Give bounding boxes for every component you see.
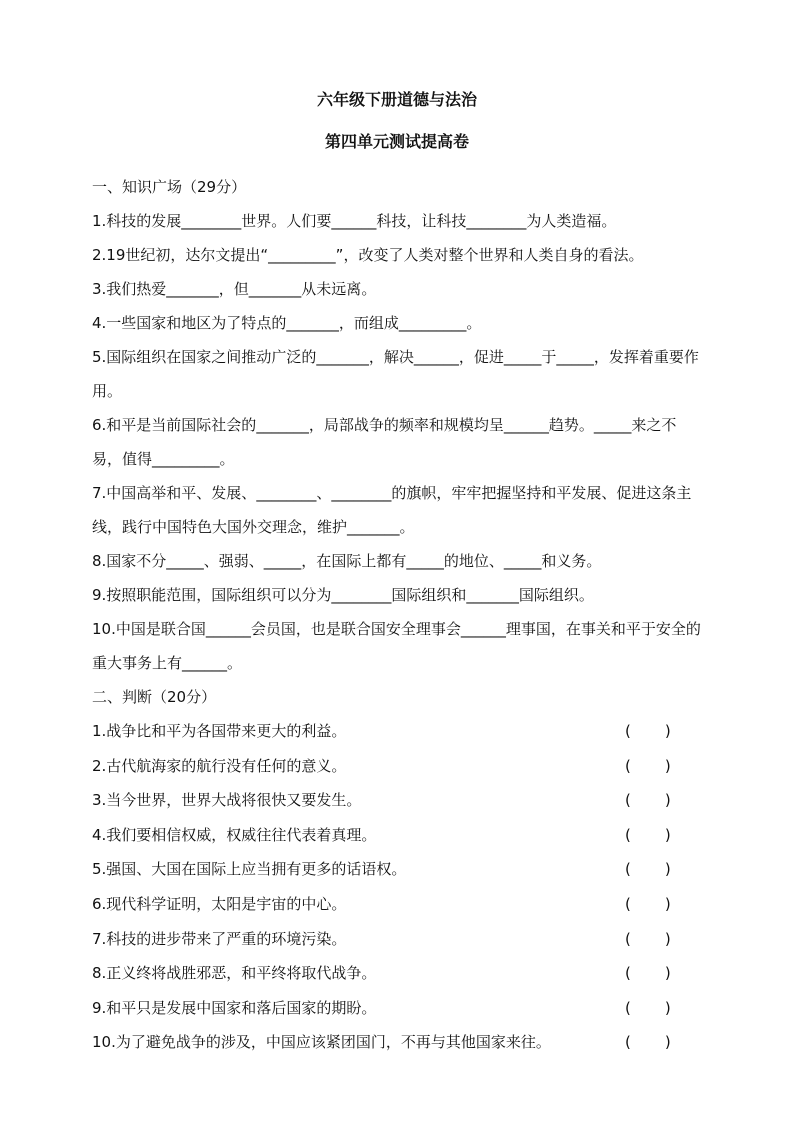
- answer-parentheses[interactable]: ( ): [625, 722, 671, 740]
- section-heading-knowledge: 一、知识广场（29分）: [92, 178, 247, 196]
- judgement-text: 5.强国、大国在国际上应当拥有更多的话语权。: [92, 860, 407, 879]
- section-heading-judgement: 二、判断（20分）: [92, 688, 217, 706]
- judgement-question: [92, 1025, 704, 1060]
- judgement-text: 7.科技的进步带来了严重的环境污染。: [92, 929, 347, 948]
- judgement-question: [92, 991, 704, 1026]
- fill-question: 8.国家不分_____、强弱、_____，在国际上都有_____的地位、_____和义务。: [92, 552, 602, 570]
- answer-parentheses[interactable]: ( ): [625, 998, 671, 1017]
- exam-content: [92, 170, 704, 1060]
- judgement-question: [92, 887, 704, 922]
- fill-question: 1.科技的发展________世界。人们要______科技，让科技________为人类造福。: [92, 212, 617, 230]
- judgement-text: 10.为了避免战争的涉及，中国应该紧团国门，不再与其他国家来往。: [92, 1033, 551, 1052]
- judgement-text: 8.正义终将战胜邪恶，和平终将取代战争。: [92, 964, 377, 983]
- answer-parentheses[interactable]: ( ): [625, 929, 671, 948]
- judgement-text: 3.当今世界，世界大战将很快又要发生。: [92, 791, 362, 810]
- page-subtitle: 第四单元测试提高卷: [324, 132, 469, 151]
- answer-parentheses[interactable]: ( ): [625, 964, 671, 983]
- judgement-question: [92, 783, 704, 818]
- answer-parentheses[interactable]: ( ): [625, 825, 671, 844]
- judgement-text: 2.古代航海家的航行没有任何的意义。: [92, 756, 347, 775]
- judgement-question: [92, 852, 704, 887]
- fill-question: 2.19世纪初，达尔文提出“_________”，改变了人类对整个世界和人类自身的看法。: [92, 246, 644, 264]
- page-title: 六年级下册道德与法治: [316, 90, 477, 109]
- fill-question: 6.和平是当前国际社会的_______，局部战争的频率和规模均呈______趋势。_____来之不易，值得_________。: [92, 416, 677, 468]
- fill-question: 4.一些国家和地区为了特点的_______，而组成_________。: [92, 314, 482, 332]
- judgement-text: 9.和平只是发展中国家和落后国家的期盼。: [92, 998, 377, 1017]
- judgement-question: [92, 714, 704, 749]
- answer-parentheses[interactable]: ( ): [625, 860, 671, 879]
- answer-parentheses[interactable]: ( ): [625, 1033, 671, 1052]
- judgement-question: [92, 956, 704, 991]
- judgement-question: [92, 818, 704, 853]
- answer-parentheses[interactable]: ( ): [625, 756, 671, 775]
- judgement-question: [92, 749, 704, 784]
- fill-question: 7.中国高举和平、发展、________、________的旗帜，牢牢把握坚持和平发展、促进这条主线，践行中国特色大国外交理念，维护_______。: [92, 484, 692, 536]
- fill-question: 3.我们热爱_______，但_______从未远离。: [92, 280, 377, 298]
- fill-question: 5.国际组织在国家之间推动广泛的_______，解决______，促进_____于_____，发挥着重要作用。: [92, 348, 699, 400]
- answer-parentheses[interactable]: ( ): [625, 791, 671, 810]
- fill-question: 9.按照职能范围，国际组织可以分为________国际组织和_______国际组织。: [92, 586, 594, 604]
- judgement-question: [92, 922, 704, 957]
- judgement-text: 6.现代科学证明，太阳是宇宙的中心。: [92, 894, 347, 913]
- fill-question: 10.中国是联合国______会员国，也是联合国安全理事会______理事国，在事关和平于安全的重大事务上有______。: [92, 620, 701, 672]
- answer-parentheses[interactable]: ( ): [625, 894, 671, 913]
- judgement-text: 1.战争比和平为各国带来更大的利益。: [92, 722, 347, 740]
- judgement-text: 4.我们要相信权威，权威往往代表着真理。: [92, 825, 377, 844]
